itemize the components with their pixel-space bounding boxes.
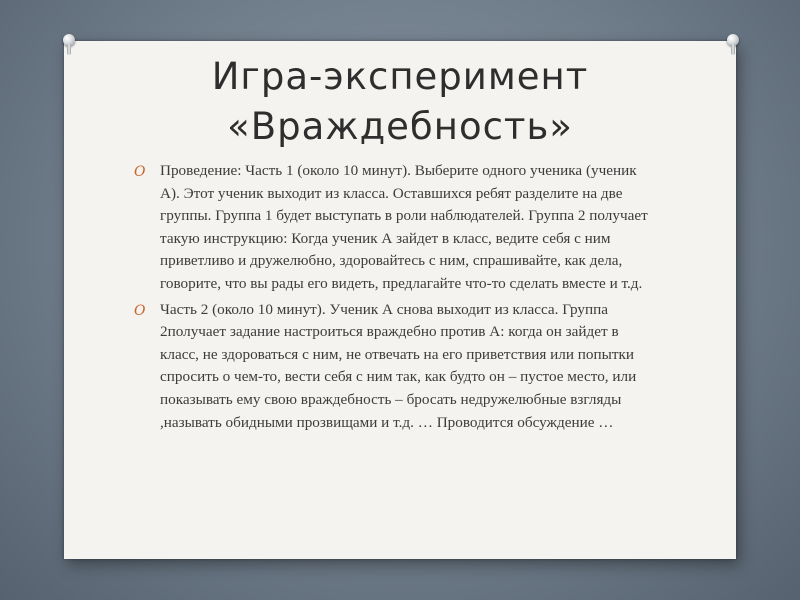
list-item: [130, 160, 650, 296]
bullet-text: Проведение: Часть 1 (около 10 минут). Выберите одного ученика (ученик А). Этот ученик выходит из класса. Оставшихся ребят разделите на две группы. Группа 1 будет выступать в роли наблюдателей. Группа 2 получает такую инструкцию: Когда ученик А зайдет в класс, ведите себя с ним приветливо и дружелюбно, здоровайтесь с ним, спрашивайте, как дела, говорите, что вы рады его видеть, предлагайте что-то сделать вместе и т.д.: [160, 162, 648, 292]
slide-title-line-2: «Враждебность»: [227, 105, 573, 148]
slide-title-line-1: Игра-эксперимент: [211, 55, 589, 98]
bullet-list: [130, 160, 650, 437]
bullet-marker-icon: O: [134, 302, 146, 319]
slide-title: [64, 52, 736, 152]
bullet-marker-icon: O: [134, 164, 146, 180]
list-item: [130, 299, 650, 435]
bullet-text: Часть 2 (около 10 минут). Ученик А снова выходит из класса. Группа 2получает задание настроиться враждебно против А: когда он зайдет в класс, не здороваться с ним, не отвечать на его приветствия или попытки спросить о чем-то, вести себя с ним так, как будто он – пустое место, или показывать ему свою враждебность – бросать недружелюбные взгляды ,называть обидными прозвищами и т.д. … Проводится обсуждение …: [160, 300, 637, 431]
